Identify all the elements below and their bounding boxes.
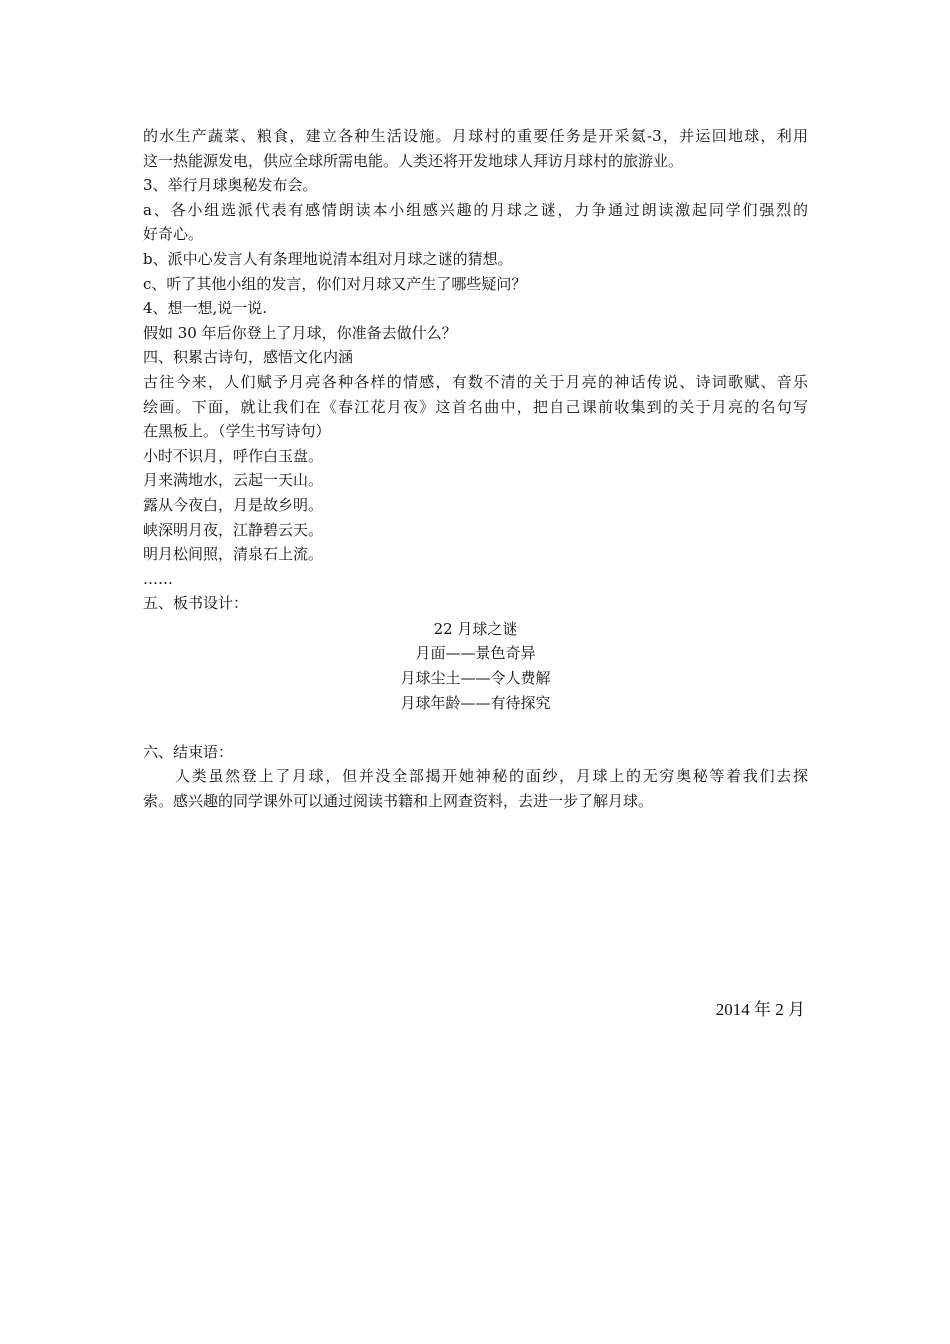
section-item: 3、举行月球奥秘发布会。 (143, 176, 318, 195)
poem-line: 小时不识月，呼作白玉盘。 (143, 446, 324, 465)
poem-line: 月来满地水，云起一天山。 (143, 471, 324, 490)
paragraph-line: 好奇心。 (143, 225, 204, 244)
poem-line: 明月松间照，清泉石上流。 (143, 545, 324, 564)
ellipsis: …… (143, 569, 173, 588)
poem-line: 峡深明月夜，江静碧云天。 (143, 520, 324, 539)
paragraph-line: 的水生产蔬菜、粮食，建立各种生活设施。月球村的重要任务是开采氦-3，并运回地球，利用 (143, 127, 808, 145)
section-item: 4、想一想,说一说. (143, 299, 268, 318)
paragraph-line: 人类虽然登上了月球，但并没全部揭开她神秘的面纱，月球上的无穷奥秘等着我们去探 (175, 767, 808, 786)
paragraph-line: 假如 30 年后你登上了月球，你准备去做什么？ (143, 323, 457, 342)
paragraph-line: 在黑板上。（学生书写诗句） (143, 422, 331, 441)
paragraph-line: 索。感兴趣的同学课外可以通过阅读书籍和上网查资料，去进一步了解月球。 (143, 792, 654, 811)
spacer (143, 715, 808, 740)
paragraph-line: 古往今来，人们赋予月亮各种各样的情感，有数不清的关于月亮的神话传说、诗词歌赋、音乐 (143, 372, 808, 391)
poem-line: 露从今夜白，月是故乡明。 (143, 495, 324, 514)
board-line: 月球尘土——令人费解 (400, 669, 551, 688)
paragraph-line: b、派中心发言人有条理地说清本组对月球之谜的猜想。 (143, 249, 513, 268)
paragraph-line: 绘画。下面，就让我们在《春江花月夜》这首名曲中，把自己课前收集到的关于月亮的名句写 (143, 397, 808, 416)
paragraph-line: a、各小组选派代表有感情朗读本小组感兴趣的月球之谜，力争通过朗读激起同学们强烈的 (143, 200, 808, 219)
document-date: 2014 年 2 月 (715, 1000, 805, 1019)
section-heading: 六、结束语： (143, 742, 234, 761)
paragraph-line: c、听了其他小组的发言，你们对月球又产生了哪些疑问？ (143, 274, 527, 293)
board-design (143, 616, 808, 715)
paragraph-line: 这一热能源发电，供应全球所需电能。人类还将开发地球人拜访月球村的旅游业。 (143, 151, 684, 170)
document-body (143, 124, 808, 814)
board-line: 月球年龄——有待探究 (400, 693, 551, 712)
section-heading: 五、板书设计： (143, 594, 249, 613)
board-line: 月面——景色奇异 (415, 644, 536, 663)
section-heading: 四、积累古诗句，感悟文化内涵 (143, 348, 354, 367)
board-title: 22 月球之谜 (433, 619, 518, 638)
